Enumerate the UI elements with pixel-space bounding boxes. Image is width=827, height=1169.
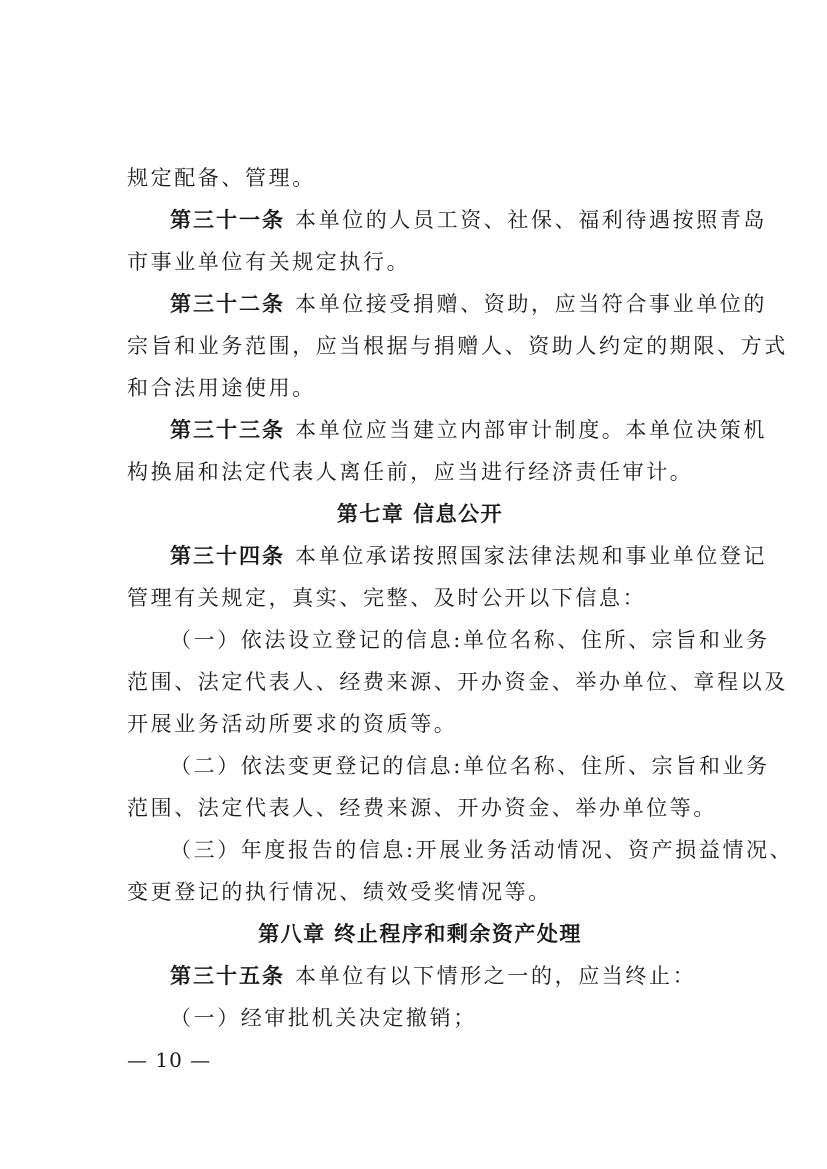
list-item-3-line: （三）年度报告的信息:开展业务活动情况、资产损益情况、 <box>170 838 794 862</box>
article-35-heading: 第三十五条 <box>170 964 285 988</box>
article-33-heading: 第三十三条 <box>170 418 285 442</box>
article-32-text: 本单位接受捐赠、资助，应当符合事业单位的 <box>295 292 767 316</box>
body-line: 变更登记的执行情况、绩效受奖情况等。 <box>127 880 552 904</box>
body-line: 构换届和法定代表人离任前，应当进行经济责任审计。 <box>127 460 694 484</box>
article-35-line <box>170 956 713 996</box>
article-34-line <box>170 536 767 576</box>
article-33-text: 本单位应当建立内部审计制度。本单位决策机 <box>295 418 767 442</box>
chapter-8-heading: 第八章 终止程序和剩余资产处理 <box>258 922 582 946</box>
article-34-heading: 第三十四条 <box>170 544 285 568</box>
article-33-line <box>170 410 767 450</box>
article-31-line <box>170 200 767 240</box>
article-31-heading: 第三十一条 <box>170 208 285 232</box>
article-32-line <box>170 284 767 324</box>
page-number: — 10 — <box>127 1048 212 1072</box>
body-line: 市事业单位有关规定执行。 <box>127 250 411 274</box>
article-35-text: 本单位有以下情形之一的，应当终止： <box>295 964 697 988</box>
body-line: 管理有关规定，真实、完整、及时公开以下信息： <box>127 586 647 610</box>
list-item-line: （一）经审批机关决定撤销； <box>170 1006 477 1030</box>
list-item-1-line: （一）依法设立登记的信息:单位名称、住所、宗旨和业务 <box>170 628 770 652</box>
article-34-text: 本单位承诺按照国家法律法规和事业单位登记 <box>295 544 767 568</box>
body-line: 范围、法定代表人、经费来源、开办资金、举办单位、章程以及 <box>127 670 788 694</box>
chapter-7-heading: 第七章 信息公开 <box>336 502 504 526</box>
body-line: 和合法用途使用。 <box>127 376 316 400</box>
body-line: 规定配备、管理。 <box>127 166 316 190</box>
list-item-2-line: （二）依法变更登记的信息:单位名称、住所、宗旨和业务 <box>170 754 770 778</box>
article-32-heading: 第三十二条 <box>170 292 285 316</box>
body-line: 开展业务活动所要求的资质等。 <box>127 712 458 736</box>
body-line: 宗旨和业务范围，应当根据与捐赠人、资助人约定的期限、方式 <box>127 334 788 358</box>
body-line: 范围、法定代表人、经费来源、开办资金、举办单位等。 <box>127 796 717 820</box>
article-31-text: 本单位的人员工资、社保、福利待遇按照青岛 <box>295 208 767 232</box>
